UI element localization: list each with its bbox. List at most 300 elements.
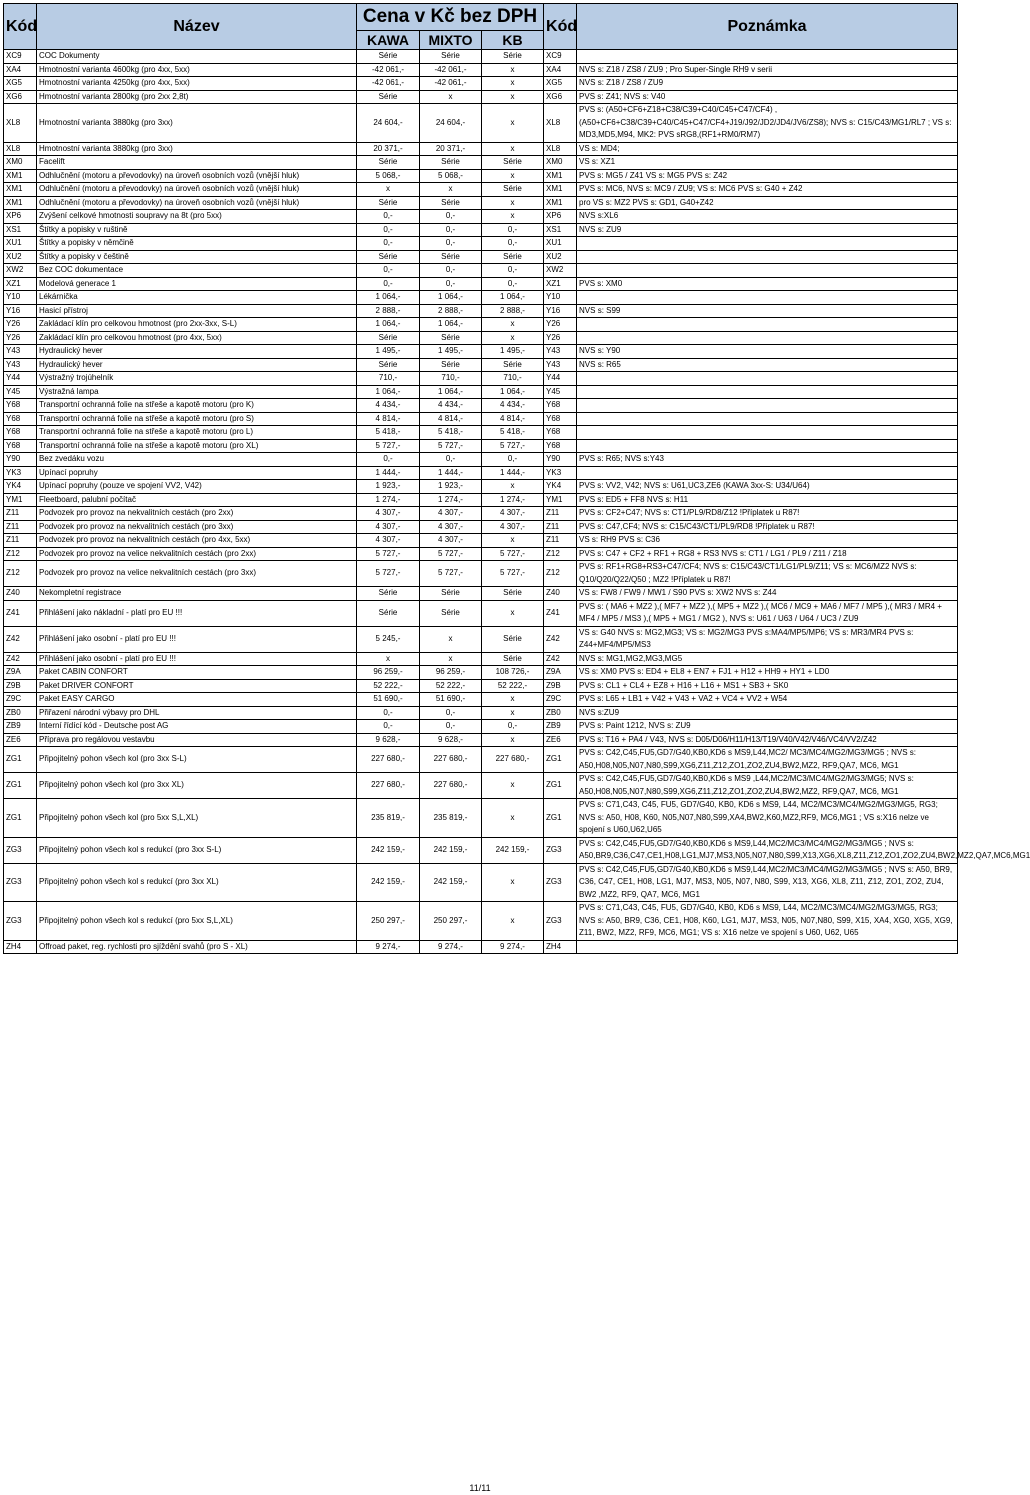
cell-code: XU2 [4,250,37,264]
cell-name: Připojitelný pohon všech kol s redukcí (pro 5xx S,L,XL) [37,902,357,941]
cell-code: Z42 [4,626,37,652]
cell-price-mixto: 0,- [420,264,482,278]
cell-price-kb: x [482,534,544,548]
cell-code: XC9 [4,50,37,64]
cell-price-kawa: -42 061,- [357,63,420,77]
table-row [4,902,958,941]
cell-note: VS s: FW8 / FW9 / MW1 / S90 PVS s: XW2 NVS s: Z44 [577,587,958,601]
cell-code-2: XM1 [544,169,577,183]
cell-code-2: Z42 [544,652,577,666]
cell-price-mixto: 1 064,- [420,291,482,305]
cell-note: NVS s: MG1,MG2,MG3,MG5 [577,652,958,666]
cell-price-mixto: 242 159,- [420,837,482,863]
cell-note: PVS s: C71,C43, C45, FU5, GD7/G40, KB0, KD6 s MS9, L44, MC2/MC3/MC4/MG2/MG3/MG5, RG3; NVS s: A50, H08, K60, N05,N07,N80,S99,XA4,BW2,K60,MZ2,RF9, MC6,MG1 ; VS s:X16 nelze ve spojení s U60,U62,U65 [577,799,958,838]
cell-price-kawa: 4 307,- [357,520,420,534]
cell-code-2: XS1 [544,223,577,237]
cell-price-kawa: 0,- [357,210,420,224]
cell-code: XW2 [4,264,37,278]
cell-price-kb: x [482,799,544,838]
cell-price-kawa: Série [357,250,420,264]
table-row [4,626,958,652]
cell-price-kawa: 1 495,- [357,345,420,359]
cell-code-2: XU2 [544,250,577,264]
cell-name: Přihlášení jako nákladní - platí pro EU !!! [37,600,357,626]
cell-price-kawa: Série [357,358,420,372]
cell-code: Y43 [4,358,37,372]
cell-price-mixto: 1 923,- [420,480,482,494]
table-row [4,277,958,291]
cell-code: Y90 [4,453,37,467]
table-row [4,863,958,902]
cell-code-2: Y43 [544,345,577,359]
cell-price-kawa: 250 297,- [357,902,420,941]
table-row [4,534,958,548]
table-row [4,679,958,693]
cell-name: Facelift [37,156,357,170]
table-body [4,50,1030,954]
table-row [4,183,958,197]
cell-code-2: ZB9 [544,720,577,734]
cell-price-kawa: 242 159,- [357,863,420,902]
cell-code: YM1 [4,493,37,507]
cell-price-kb: 0,- [482,237,544,251]
cell-code-2: XW2 [544,264,577,278]
cell-price-kawa: 710,- [357,372,420,386]
cell-code-2: ZH4 [544,940,577,954]
cell-note [577,237,958,251]
cell-name: Připojitelný pohon všech kol (pro 3xx S-L) [37,747,357,773]
cell-code-2: Z12 [544,547,577,561]
cell-price-kawa: 1 064,- [357,291,420,305]
cell-name: Podvozek pro provoz na velice nekvalitních cestách (pro 2xx) [37,547,357,561]
cell-price-kawa: 1 274,- [357,493,420,507]
cell-price-kb: x [482,63,544,77]
cell-price-mixto: 0,- [420,210,482,224]
cell-price-kawa: 4 307,- [357,507,420,521]
cell-code: XG6 [4,90,37,104]
table-row [4,453,958,467]
cell-price-mixto: 5 418,- [420,426,482,440]
cell-price-kb: Série [482,626,544,652]
cell-price-mixto: 5 727,- [420,439,482,453]
cell-code: Z9C [4,693,37,707]
cell-price-kawa: 1 923,- [357,480,420,494]
cell-note [577,385,958,399]
cell-name: Bez COC dokumentace [37,264,357,278]
cell-code-2: XL8 [544,142,577,156]
cell-name: Výstražná lampa [37,385,357,399]
cell-price-kb: 4 307,- [482,520,544,534]
cell-code-2: XM1 [544,183,577,197]
cell-price-kawa: 4 307,- [357,534,420,548]
cell-code-2: ZG1 [544,799,577,838]
cell-code: Y26 [4,331,37,345]
cell-code: Y16 [4,304,37,318]
cell-note: NVS s: ZU9 [577,223,958,237]
cell-price-mixto: 0,- [420,453,482,467]
table-row [4,169,958,183]
cell-code-2: Z12 [544,561,577,587]
header-mixto: MIXTO [420,31,482,50]
cell-code: Y68 [4,439,37,453]
cell-price-mixto: 227 680,- [420,747,482,773]
header-code: Kód [4,4,37,50]
cell-code-2: ZG3 [544,863,577,902]
table-row [4,358,958,372]
cell-note: NVS s: S99 [577,304,958,318]
cell-price-mixto: Série [420,600,482,626]
cell-name: Přihlášení jako osobní - platí pro EU !!! [37,652,357,666]
cell-note [577,331,958,345]
cell-price-mixto: 0,- [420,223,482,237]
cell-code-2: XP6 [544,210,577,224]
cell-price-kb: 0,- [482,264,544,278]
table-row [4,799,958,838]
table-row [4,104,958,143]
cell-code-2: Y90 [544,453,577,467]
cell-note: PVS s: Z41; NVS s: V40 [577,90,958,104]
cell-note: PVS s: (A50+CF6+Z18+C38/C39+C40/C45+C47/CF4) ,(A50+CF6+C38/C39+C40/C45+C47/CF4+J19/J92/JD2/JD4/JV6/ZS8); NVS s: C15/C43/MG1/RL7 ; VS s: MD3,MD5,M94, MK2: PVS sRG8,(RF1+RM0/RM7) [577,104,958,143]
cell-price-kb: Série [482,587,544,601]
table-row [4,90,958,104]
cell-code-2: XA4 [544,63,577,77]
cell-price-kawa: 20 371,- [357,142,420,156]
cell-price-kawa: x [357,652,420,666]
cell-price-kawa: x [357,183,420,197]
cell-code: ZH4 [4,940,37,954]
cell-code: Z11 [4,507,37,521]
cell-name: Interní řídící kód - Deutsche post AG [37,720,357,734]
cell-price-kawa: 0,- [357,264,420,278]
cell-name: Štítky a popisky v češtině [37,250,357,264]
cell-code-2: ZG1 [544,747,577,773]
cell-note: VS s: RH9 PVS s: C36 [577,534,958,548]
cell-price-kb: 4 434,- [482,399,544,413]
cell-note [577,426,958,440]
cell-note [577,412,958,426]
cell-price-mixto: 1 274,- [420,493,482,507]
cell-price-kawa: Série [357,90,420,104]
cell-name: Modelová generace 1 [37,277,357,291]
cell-code: Z42 [4,652,37,666]
cell-price-kawa: 9 628,- [357,733,420,747]
cell-name: Transportní ochranná folie na střeše a kapotě motoru (pro S) [37,412,357,426]
table-row [4,666,958,680]
cell-name: Upínací popruhy (pouze ve spojení VV2, V42) [37,480,357,494]
table-row [4,250,958,264]
cell-price-kb: 1 444,- [482,466,544,480]
cell-price-kawa: Série [357,587,420,601]
cell-price-kb: x [482,142,544,156]
cell-price-kb: x [482,733,544,747]
cell-code-2: ZE6 [544,733,577,747]
cell-code-2: YK4 [544,480,577,494]
cell-code-2: XU1 [544,237,577,251]
cell-code: YK4 [4,480,37,494]
cell-name: Štítky a popisky v ruštině [37,223,357,237]
cell-code: ZG1 [4,799,37,838]
table-row [4,652,958,666]
cell-name: Podvozek pro provoz na nekvalitních cestách (pro 3xx) [37,520,357,534]
cell-price-kawa: 5 727,- [357,439,420,453]
cell-note: PVS s: ( MA6 + MZ2 ),( MF7 + MZ2 ),( MP5 + MZ2 ),( MC6 / MC9 + MA6 / MF7 / MP5 ),( MR3 / MR4 + MF4 / MP5 / MS3 ),( MP5 + MG1 / MG2 ), NVS s: U61 / U63 / U64 / UC3 / ZU9 [577,600,958,626]
cell-note: NVS s: Z18 / ZS8 / ZU9 ; Pro Super-Single RH9 v serii [577,63,958,77]
cell-price-kawa: 227 680,- [357,747,420,773]
table-row [4,210,958,224]
header-note: Poznámka [577,4,958,50]
cell-code: XA4 [4,63,37,77]
cell-price-kawa: Série [357,156,420,170]
cell-price-kawa: Série [357,196,420,210]
cell-price-kb: Série [482,50,544,64]
cell-price-kawa: 0,- [357,706,420,720]
cell-note: VS s: XZ1 [577,156,958,170]
header-code-2: Kód [544,4,577,50]
cell-price-mixto: 2 888,- [420,304,482,318]
cell-price-kb: x [482,600,544,626]
table-row [4,385,958,399]
cell-price-kb: 227 680,- [482,747,544,773]
cell-price-mixto: 0,- [420,277,482,291]
cell-price-mixto: 9 628,- [420,733,482,747]
cell-code-2: Y26 [544,331,577,345]
cell-code: Y26 [4,318,37,332]
cell-price-kawa: 5 727,- [357,561,420,587]
table-header [4,4,958,50]
cell-code: Z9B [4,679,37,693]
cell-price-kawa: 0,- [357,720,420,734]
cell-name: Hmotnostní varianta 3880kg (pro 3xx) [37,104,357,143]
cell-note: VS s: MD4; [577,142,958,156]
cell-price-kawa: 1 064,- [357,318,420,332]
cell-code: ZG3 [4,902,37,941]
cell-name: Odhlučnění (motoru a převodovky) na úroveň osobních vozů (vnější hluk) [37,196,357,210]
cell-note: PVS s: L65 + LB1 + V42 + V43 + VA2 + VC4 + VV2 + W54 [577,693,958,707]
cell-price-kb: x [482,169,544,183]
cell-code: Y68 [4,399,37,413]
cell-code-2: Z41 [544,600,577,626]
cell-price-kb: 0,- [482,223,544,237]
cell-price-kb: 1 495,- [482,345,544,359]
cell-price-mixto: Série [420,156,482,170]
cell-code: XM1 [4,196,37,210]
cell-name: Transportní ochranná folie na střeše a kapotě motoru (pro XL) [37,439,357,453]
table-row [4,561,958,587]
cell-price-kb: 5 727,- [482,439,544,453]
cell-code: Y44 [4,372,37,386]
cell-note: PVS s: ED5 + FF8 NVS s: H11 [577,493,958,507]
cell-price-mixto: 1 444,- [420,466,482,480]
cell-note: NVS s: Z18 / ZS8 / ZU9 [577,77,958,91]
table-row [4,733,958,747]
header-price: Cena v Kč bez DPH [357,4,544,31]
cell-price-kb: 5 418,- [482,426,544,440]
cell-price-kb: 9 274,- [482,940,544,954]
cell-note: PVS s: C42,C45,FU5,GD7/G40,KB0,KD6 s MS9,L44,MC2/MC3/MC4/MG2/MG3/MG5 ; NVS s: A50,BR9,C36,C47,CE1,H08,LG1,MJ7,MS3,N05,N07,N80,S99,X13,XG6,XL8,Z11,Z12,ZO1,ZO2,ZU4,BW2,MZ2,QA7,MC6,MG1 [577,837,958,863]
cell-note: NVS s:ZU9 [577,706,958,720]
cell-price-kawa: 9 274,- [357,940,420,954]
cell-note [577,399,958,413]
cell-name: Lékárnička [37,291,357,305]
cell-code-2: Z9C [544,693,577,707]
cell-price-kb: x [482,480,544,494]
cell-note: PVS s: Paint 1212, NVS s: ZU9 [577,720,958,734]
cell-note: PVS s: C47 + CF2 + RF1 + RG8 + RS3 NVS s: CT1 / LG1 / PL9 / Z11 / Z18 [577,547,958,561]
table-row [4,237,958,251]
cell-price-mixto: 51 690,- [420,693,482,707]
cell-price-kawa: 0,- [357,277,420,291]
cell-name: Připojitelný pohon všech kol s redukcí (pro 3xx XL) [37,863,357,902]
table-row [4,156,958,170]
cell-code-2: ZG3 [544,837,577,863]
cell-price-mixto: 4 307,- [420,507,482,521]
cell-price-mixto: Série [420,250,482,264]
cell-price-mixto: 5 727,- [420,547,482,561]
cell-code: ZG3 [4,863,37,902]
cell-code: Z12 [4,547,37,561]
cell-code: ZG1 [4,747,37,773]
header-kawa: KAWA [357,31,420,50]
cell-code: ZG1 [4,773,37,799]
cell-price-kawa: 242 159,- [357,837,420,863]
cell-code-2: XM1 [544,196,577,210]
cell-price-kb: 4 307,- [482,507,544,521]
cell-price-mixto: 1 064,- [420,318,482,332]
cell-code-2: Y68 [544,399,577,413]
cell-note: PVS s: C47,CF4; NVS s: C15/C43/CT1/PL9/RD8 !Příplatek u R87! [577,520,958,534]
cell-code: ZG3 [4,837,37,863]
cell-note: PVS s: C42,C45,FU5,GD7/G40,KB0,KD6 s MS9 ,L44,MC2/MC3/MC4/MG2/MG3/MG5; NVS s: A50,H08,N05,N07,N80,S99,XG6,Z11,Z12,ZO1,ZO2,ZU4,BW2,MZ2, RF9,QA7, MC6, MG1 [577,773,958,799]
cell-price-mixto: 52 222,- [420,679,482,693]
cell-name: Paket EASY CARGO [37,693,357,707]
cell-name: Nekompletní registrace [37,587,357,601]
cell-code: ZB0 [4,706,37,720]
cell-price-kawa: 4 814,- [357,412,420,426]
cell-code: Y43 [4,345,37,359]
cell-note: NVS s: R65 [577,358,958,372]
cell-code: XU1 [4,237,37,251]
table-row [4,520,958,534]
cell-price-kawa: 5 245,- [357,626,420,652]
cell-price-mixto: 227 680,- [420,773,482,799]
table-row [4,291,958,305]
cell-price-kb: Série [482,250,544,264]
cell-name: Offroad paket, reg. rychlosti pro sjíždění svahů (pro S - XL) [37,940,357,954]
cell-price-mixto: Série [420,331,482,345]
cell-price-mixto: 710,- [420,372,482,386]
cell-name: Zakládací klín pro celkovou hmotnost (pro 4xx, 5xx) [37,331,357,345]
cell-code: Y10 [4,291,37,305]
cell-price-kb: Série [482,358,544,372]
table-row [4,547,958,561]
table-row [4,264,958,278]
table-row [4,142,958,156]
cell-price-mixto: 1 495,- [420,345,482,359]
cell-price-kb: x [482,90,544,104]
cell-name: Přiřazení národní výbavy pro DHL [37,706,357,720]
cell-note: PVS s: C42,C45,FU5,GD7/G40,KB0,KD6 s MS9,L44,MC2/MC3/MC4/MG2/MG3/MG5 ; NVS s: A50, BR9, C36, C47, CE1, H08, LG1, MJ7, MS3, N05, N07, N80, S99, X13, XG6, XL8, Z11, Z12, ZO1, ZO2, ZU4, BW2 ,MZ2, RF9, QA7, MC6, MG1 [577,863,958,902]
cell-code: Z40 [4,587,37,601]
cell-code-2: Z11 [544,507,577,521]
cell-name: Hydraulický hever [37,358,357,372]
cell-code-2: Y44 [544,372,577,386]
cell-code-2: Y68 [544,412,577,426]
cell-price-kb: Série [482,652,544,666]
cell-name: Hmotnostní varianta 4250kg (pro 4xx, 5xx) [37,77,357,91]
cell-code: Y68 [4,412,37,426]
cell-price-kawa: 0,- [357,223,420,237]
cell-price-kawa: 5 418,- [357,426,420,440]
cell-price-kawa: 5 727,- [357,547,420,561]
cell-note: PVS s: C42,C45,FU5,GD7/G40,KB0,KD6 s MS9,L44,MC2/ MC3/MC4/MG2/MG3/MG5 ; NVS s: A50,H08,N05,N07,N80,S99,XG6,Z11,Z12,ZO1,ZO2,ZU4,BW2,MZ2, RF9,QA7, MC6, MG1 [577,747,958,773]
table-row [4,773,958,799]
cell-code: XM1 [4,169,37,183]
table-row [4,480,958,494]
cell-price-kb: 5 727,- [482,547,544,561]
cell-price-mixto: 5 068,- [420,169,482,183]
cell-code: XP6 [4,210,37,224]
cell-code: ZE6 [4,733,37,747]
option-price-table [3,3,1030,954]
cell-code-2: YM1 [544,493,577,507]
cell-code-2: Y68 [544,439,577,453]
cell-code: XM0 [4,156,37,170]
cell-price-mixto: 9 274,- [420,940,482,954]
cell-price-kb: x [482,331,544,345]
cell-note [577,372,958,386]
cell-code: Z9A [4,666,37,680]
cell-price-kb: x [482,902,544,941]
cell-note [577,291,958,305]
cell-note [577,50,958,64]
cell-code-2: YK3 [544,466,577,480]
cell-code: XL8 [4,104,37,143]
cell-price-mixto: Série [420,587,482,601]
cell-price-kb: 52 222,- [482,679,544,693]
cell-price-kb: x [482,104,544,143]
cell-note [577,250,958,264]
cell-price-mixto: 250 297,- [420,902,482,941]
table-row [4,747,958,773]
cell-note [577,439,958,453]
cell-code-2: ZG1 [544,773,577,799]
cell-price-mixto: -42 061,- [420,77,482,91]
cell-code: YK3 [4,466,37,480]
cell-name: Příprava pro regálovou vestavbu [37,733,357,747]
table-row [4,372,958,386]
cell-name: Hmotnostní varianta 4600kg (pro 4xx, 5xx) [37,63,357,77]
cell-price-mixto: 24 604,- [420,104,482,143]
cell-price-kb: x [482,77,544,91]
cell-name: Podvozek pro provoz na velice nekvalitních cestách (pro 3xx) [37,561,357,587]
cell-price-kb: x [482,196,544,210]
cell-price-mixto: -42 061,- [420,63,482,77]
cell-note [577,466,958,480]
cell-price-kb: x [482,210,544,224]
cell-price-kb: 242 159,- [482,837,544,863]
cell-price-mixto: 4 307,- [420,520,482,534]
cell-note: PVS s: CL1 + CL4 + EZ8 + H16 + L16 + MS1 + SB3 + SK0 [577,679,958,693]
cell-code-2: Z42 [544,626,577,652]
cell-note: PVS s: RF1+RG8+RS3+C47/CF4; NVS s: C15/C43/CT1/LG1/PL9/Z11; VS s: MC6/MZ2 NVS s: Q10/Q20/Q22/Q50 ; MZ2 !Příplatek u R87! [577,561,958,587]
cell-price-kawa: 235 819,- [357,799,420,838]
cell-code-2: Z11 [544,534,577,548]
cell-price-kawa: Série [357,600,420,626]
cell-price-mixto: 1 064,- [420,385,482,399]
cell-price-mixto: 235 819,- [420,799,482,838]
cell-price-kawa: Série [357,50,420,64]
cell-name: COC Dokumenty [37,50,357,64]
